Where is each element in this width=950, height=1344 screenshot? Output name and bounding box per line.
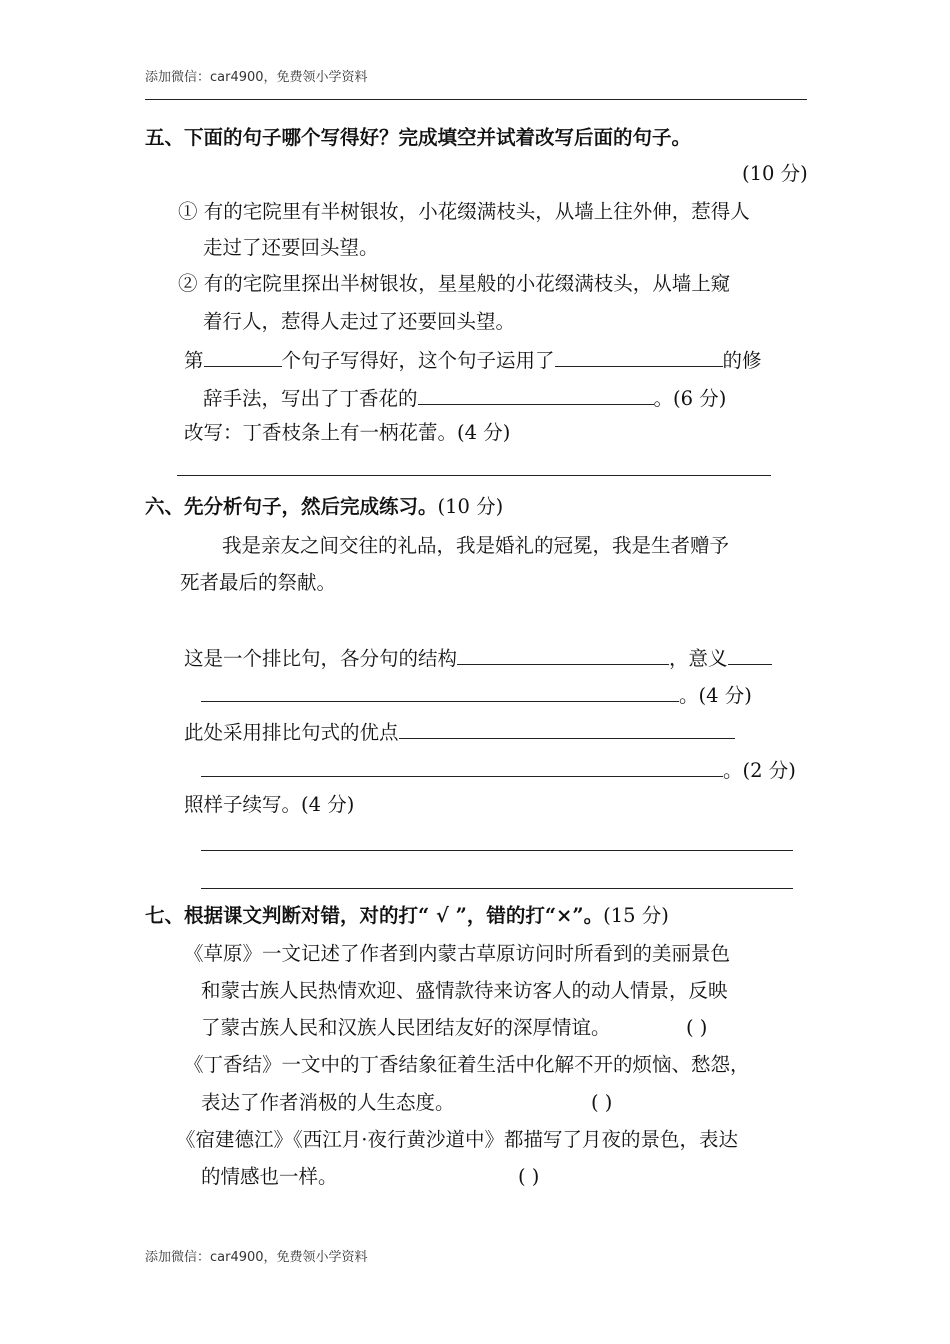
page-footer: 添加微信：car4900，免费领小学资料 <box>145 1250 368 1265</box>
item1-answer-bracket[interactable]: ( ) <box>686 1016 708 1039</box>
header-rule <box>145 99 807 100</box>
meaning-blank[interactable] <box>201 683 679 702</box>
section5-question1-line1 <box>184 348 762 371</box>
section6-title-row <box>145 497 503 517</box>
rhetoric-blank[interactable] <box>555 348 723 367</box>
section6-question1-line1 <box>184 646 772 669</box>
rewrite-answer-line[interactable] <box>177 475 771 476</box>
section6-quote-line2: 死者最后的祭献。 <box>180 571 337 594</box>
sentence-number-blank[interactable] <box>204 348 282 367</box>
section7-item1-line1: 《草原》一文记述了作者到内蒙古草原访问时所看到的美丽景色 <box>184 942 731 965</box>
section6-question2-line1 <box>184 720 735 743</box>
section7-score: (15 分) <box>603 904 669 927</box>
section5-sentence1-line2: 走过了还要回头望。 <box>203 236 379 259</box>
section5-score: (10 分) <box>742 162 808 185</box>
q1-suffix: 的修 <box>722 349 762 372</box>
section7-item2-line1: 《丁香结》一文中的丁香结象征着生活中化解不开的烦恼、愁怨， <box>184 1053 750 1076</box>
section5-title: 五、下面的句子哪个写得好？完成填空并试着改写后面的句子。 <box>145 126 692 149</box>
item2-answer-bracket[interactable]: ( ) <box>591 1091 613 1114</box>
section6-question2-line2 <box>201 758 796 781</box>
meaning-blank-start[interactable] <box>728 646 772 665</box>
q1-middle: 个句子写得好，这个句子运用了 <box>281 349 555 372</box>
section7-title: 七、根据课文判断对错，对的打“ √ ”，错的打“×”。 <box>145 904 604 927</box>
s6q1-meaning: ，意义 <box>669 647 728 670</box>
item3-answer-bracket[interactable]: ( ) <box>518 1165 540 1188</box>
section7-item1-line3: 了蒙古族人民和汉族人民团结友好的深厚情谊。 <box>201 1016 611 1039</box>
s6q2-text: 此处采用排比句式的优点 <box>184 721 399 744</box>
section7-item3-line1: 《宿建德江》《西江月·夜行黄沙道中》都描写了月夜的景色，表达 <box>176 1128 738 1151</box>
section6-title: 六、先分析句子，然后完成练习。 <box>145 495 438 518</box>
section6-question3: 照样子续写。(4 分) <box>184 793 355 816</box>
q1-line2-score: 。(6 分) <box>653 387 727 410</box>
section6-score: (10 分) <box>437 495 504 518</box>
s6q2-score: 。(2 分) <box>723 759 796 782</box>
q1-line2-text: 辞手法，写出了丁香花的 <box>203 387 418 410</box>
advantage-blank-start[interactable] <box>399 720 735 739</box>
section7-item1-line2: 和蒙古族人民热情欢迎、盛情款待来访客人的动人情景，反映 <box>201 979 728 1002</box>
section6-quote-line1: 我是亲友之间交往的礼品，我是婚礼的冠冕，我是生者赠予 <box>222 534 730 557</box>
page-header: 添加微信：car4900，免费领小学资料 <box>145 70 368 85</box>
continuation-answer-line1[interactable] <box>201 850 793 851</box>
q1-prefix: 第 <box>184 349 204 372</box>
s6q1-text: 这是一个排比句，各分句的结构 <box>184 647 458 670</box>
section7-title-row <box>145 906 669 926</box>
structure-blank[interactable] <box>457 646 669 665</box>
section5-question1-line2 <box>203 386 726 409</box>
section5-sentence2-line1: ② 有的宅院里探出半树银妆，星星般的小花缀满枝头，从墙上窥 <box>178 272 731 295</box>
section5-sentence1-line1: ① 有的宅院里有半树银妆，小花缀满枝头，从墙上往外伸，惹得人 <box>178 200 750 223</box>
lilac-feature-blank[interactable] <box>418 386 654 405</box>
section5-sentence2-line2: 着行人，惹得人走过了还要回头望。 <box>203 310 516 333</box>
advantage-blank[interactable] <box>201 758 723 777</box>
section5-question2: 改写：丁香枝条上有一柄花蕾。(4 分) <box>184 421 511 444</box>
continuation-answer-line2[interactable] <box>201 888 793 889</box>
section7-item2-line2: 表达了作者消极的人生态度。 <box>201 1091 455 1114</box>
section6-question1-line2 <box>201 683 752 706</box>
s6q1-score: 。(4 分) <box>679 684 752 707</box>
section7-item3-line2: 的情感也一样。 <box>201 1165 338 1188</box>
